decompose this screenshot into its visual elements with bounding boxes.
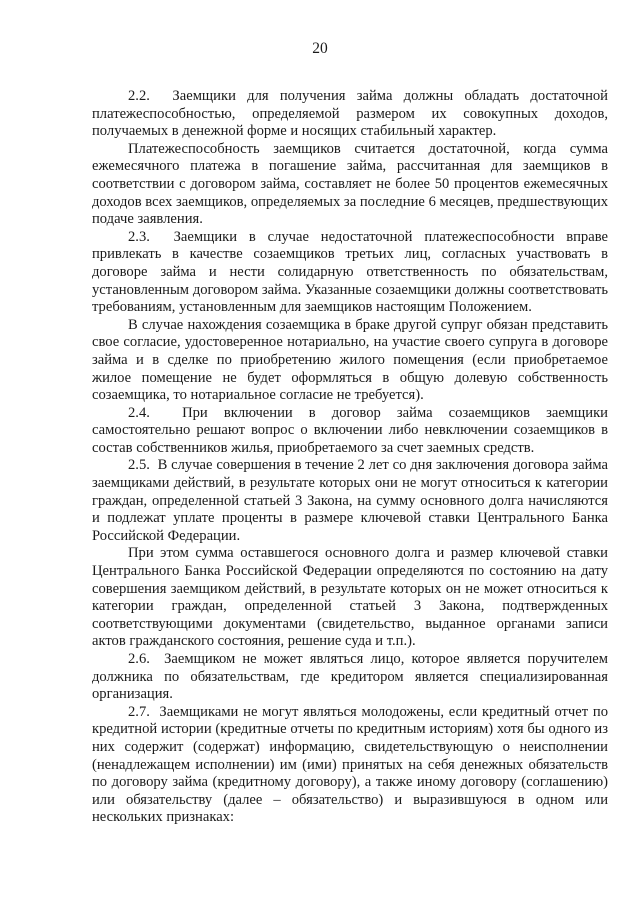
paragraph-2-3: 2.3. Заемщики в случае недостаточной платежеспособности вправе привлекать в качестве созаемщиков третьих лиц, согласных участвовать в договоре займа и нести солидарную ответственность по обязательствам, установленным договором займа. Указанные созаемщики должны соответствовать требованиям, установленным для заемщиков настоящим Положением. <box>92 228 608 316</box>
paragraph-remaining-debt: При этом сумма оставшегося основного долга и размер ключевой ставки Центрального Банка Российской Федерации определяются по состоянию на дату совершения заемщиком действий, в результате которых он не может относиться к категории граждан, определенной статьей 3 Закона, подтвержденных соответствующими документами (свидетельство, выданное органами записи актов гражданского состояния, решение суда и т.п.). <box>92 545 608 650</box>
page-number: 20 <box>312 40 328 57</box>
paragraph-2-5: 2.5. В случае совершения в течение 2 лет со дня заключения договора займа заемщиками действий, в результате которых они не могут относиться к категории граждан, определенной статьей 3 Закона, на сумму основного долга начисляются и подлежат уплате проценты в размере ключевой ставки Центрального Банка Российской Федерации. <box>92 457 608 544</box>
paragraph-2-7: 2.7. Заемщиками не могут являться молодожены, если кредитный отчет по кредитной истории (кредитные отчеты по кредитным историям) хотя бы одного из них содержит (содержат) информацию, свидетельствующую о неисполнении (ненадлежащем исполнении) им (ими) принятых на себя денежных обязательств по договору займа (кредитному договору), а также иному договору (соглашению) или обязательству (далее – обязательство) и выразившуюся в одном или нескольких признаках: <box>92 703 608 826</box>
paragraph-2-2: 2.2. Заемщики для получения займа должны обладать достаточной платежеспособностью, определяемой размером их совокупных доходов, получаемых в денежной форме и носящих стабильный характер. <box>92 88 608 140</box>
paragraph-spouse-consent: В случае нахождения созаемщика в браке другой супруг обязан представить свое согласие, удостоверенное нотариально, на участие своего супруга в договоре займа и в сделке по приобретению жилого помещения (если приобретаемое жилое помещение не будет оформляться в общую долевую собственность созаемщика, то нотариальное согласие не требуется). <box>92 316 608 404</box>
document-body <box>92 88 608 827</box>
paragraph-solvency-definition: Платежеспособность заемщиков считается достаточной, когда сумма ежемесячного платежа в погашение займа, рассчитанная для заемщиков в соответствии с договором займа, составляет не более 50 процентов ежемесячных доходов всех заемщиков, определяемых за последние 6 месяцев, предшествующих подаче заявления. <box>92 140 608 228</box>
paragraph-2-6: 2.6. Заемщиком не может являться лицо, которое является поручителем должника по обязательствам, где кредитором является специализированная организация. <box>92 651 608 703</box>
paragraph-2-4: 2.4. При включении в договор займа созаемщиков заемщики самостоятельно решают вопрос о включении либо невключении созаемщиков в состав собственников жилья, приобретаемого за счет заемных средств. <box>92 404 608 456</box>
